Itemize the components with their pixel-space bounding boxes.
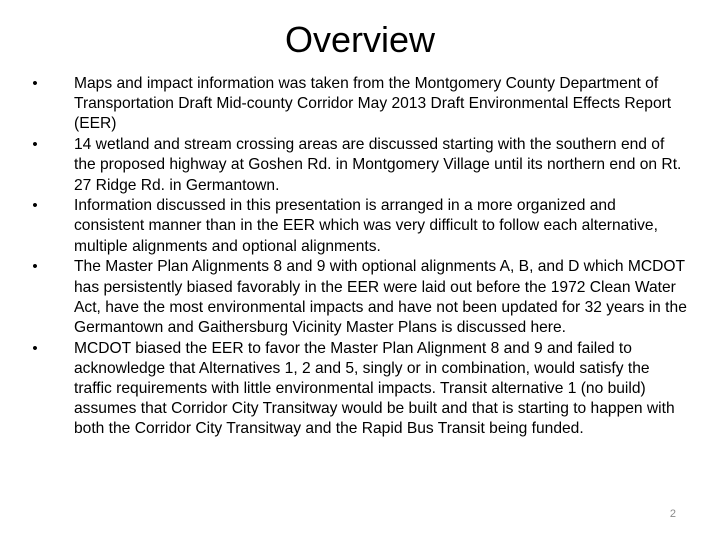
bullet-text: 14 wetland and stream crossing areas are discussed starting with the southern end of the proposed highway at Goshen Rd. in Montgomery Village until its northern end on Rt. 27 Ridge Rd. in Germantown. (74, 136, 682, 194)
bullet-dot-icon: • (32, 258, 38, 276)
bullet-item (28, 135, 688, 196)
bullet-item (28, 339, 688, 440)
bullet-text: Maps and impact information was taken from the Montgomery County Department of Transportation Draft Mid-county Corridor May 2013 Draft Environmental Effects Report (EER) (74, 75, 672, 133)
bullet-item (28, 196, 688, 257)
bullet-text: The Master Plan Alignments 8 and 9 with optional alignments A, B, and D which MCDOT has persistently biased favorably in the EER were laid out before the 1972 Clean Water Act, have the most environmental impacts and have not been updated for 32 years in the Germantown and Gaithersburg Vicinity Master Plans is discussed here. (74, 258, 687, 336)
bullet-item (28, 74, 688, 135)
bullet-dot-icon: • (32, 339, 38, 357)
page-number: 2 (669, 508, 676, 520)
bullet-list (28, 74, 688, 440)
bullet-item (28, 257, 688, 338)
bullet-dot-icon: • (32, 197, 38, 215)
bullet-dot-icon: • (32, 136, 38, 154)
bullet-text: Information discussed in this presentation is arranged in a more organized and consistent manner than in the EER which was very difficult to follow each alternative, multiple alignments and optional alignments. (74, 197, 658, 255)
slide-title: Overview (284, 19, 436, 60)
bullet-text: MCDOT biased the EER to favor the Master Plan Alignment 8 and 9 and failed to acknowledge that Alternatives 1, 2 and 5, singly or in combination, would satisfy the traffic requirements with little environmental impacts. Transit alternative 1 (no build) assumes that Corridor City Transitway would be built and that is starting to happen with both the Corridor City Transitway and the Rapid Bus Transit being funded. (74, 339, 675, 438)
bullet-dot-icon: • (32, 75, 38, 92)
